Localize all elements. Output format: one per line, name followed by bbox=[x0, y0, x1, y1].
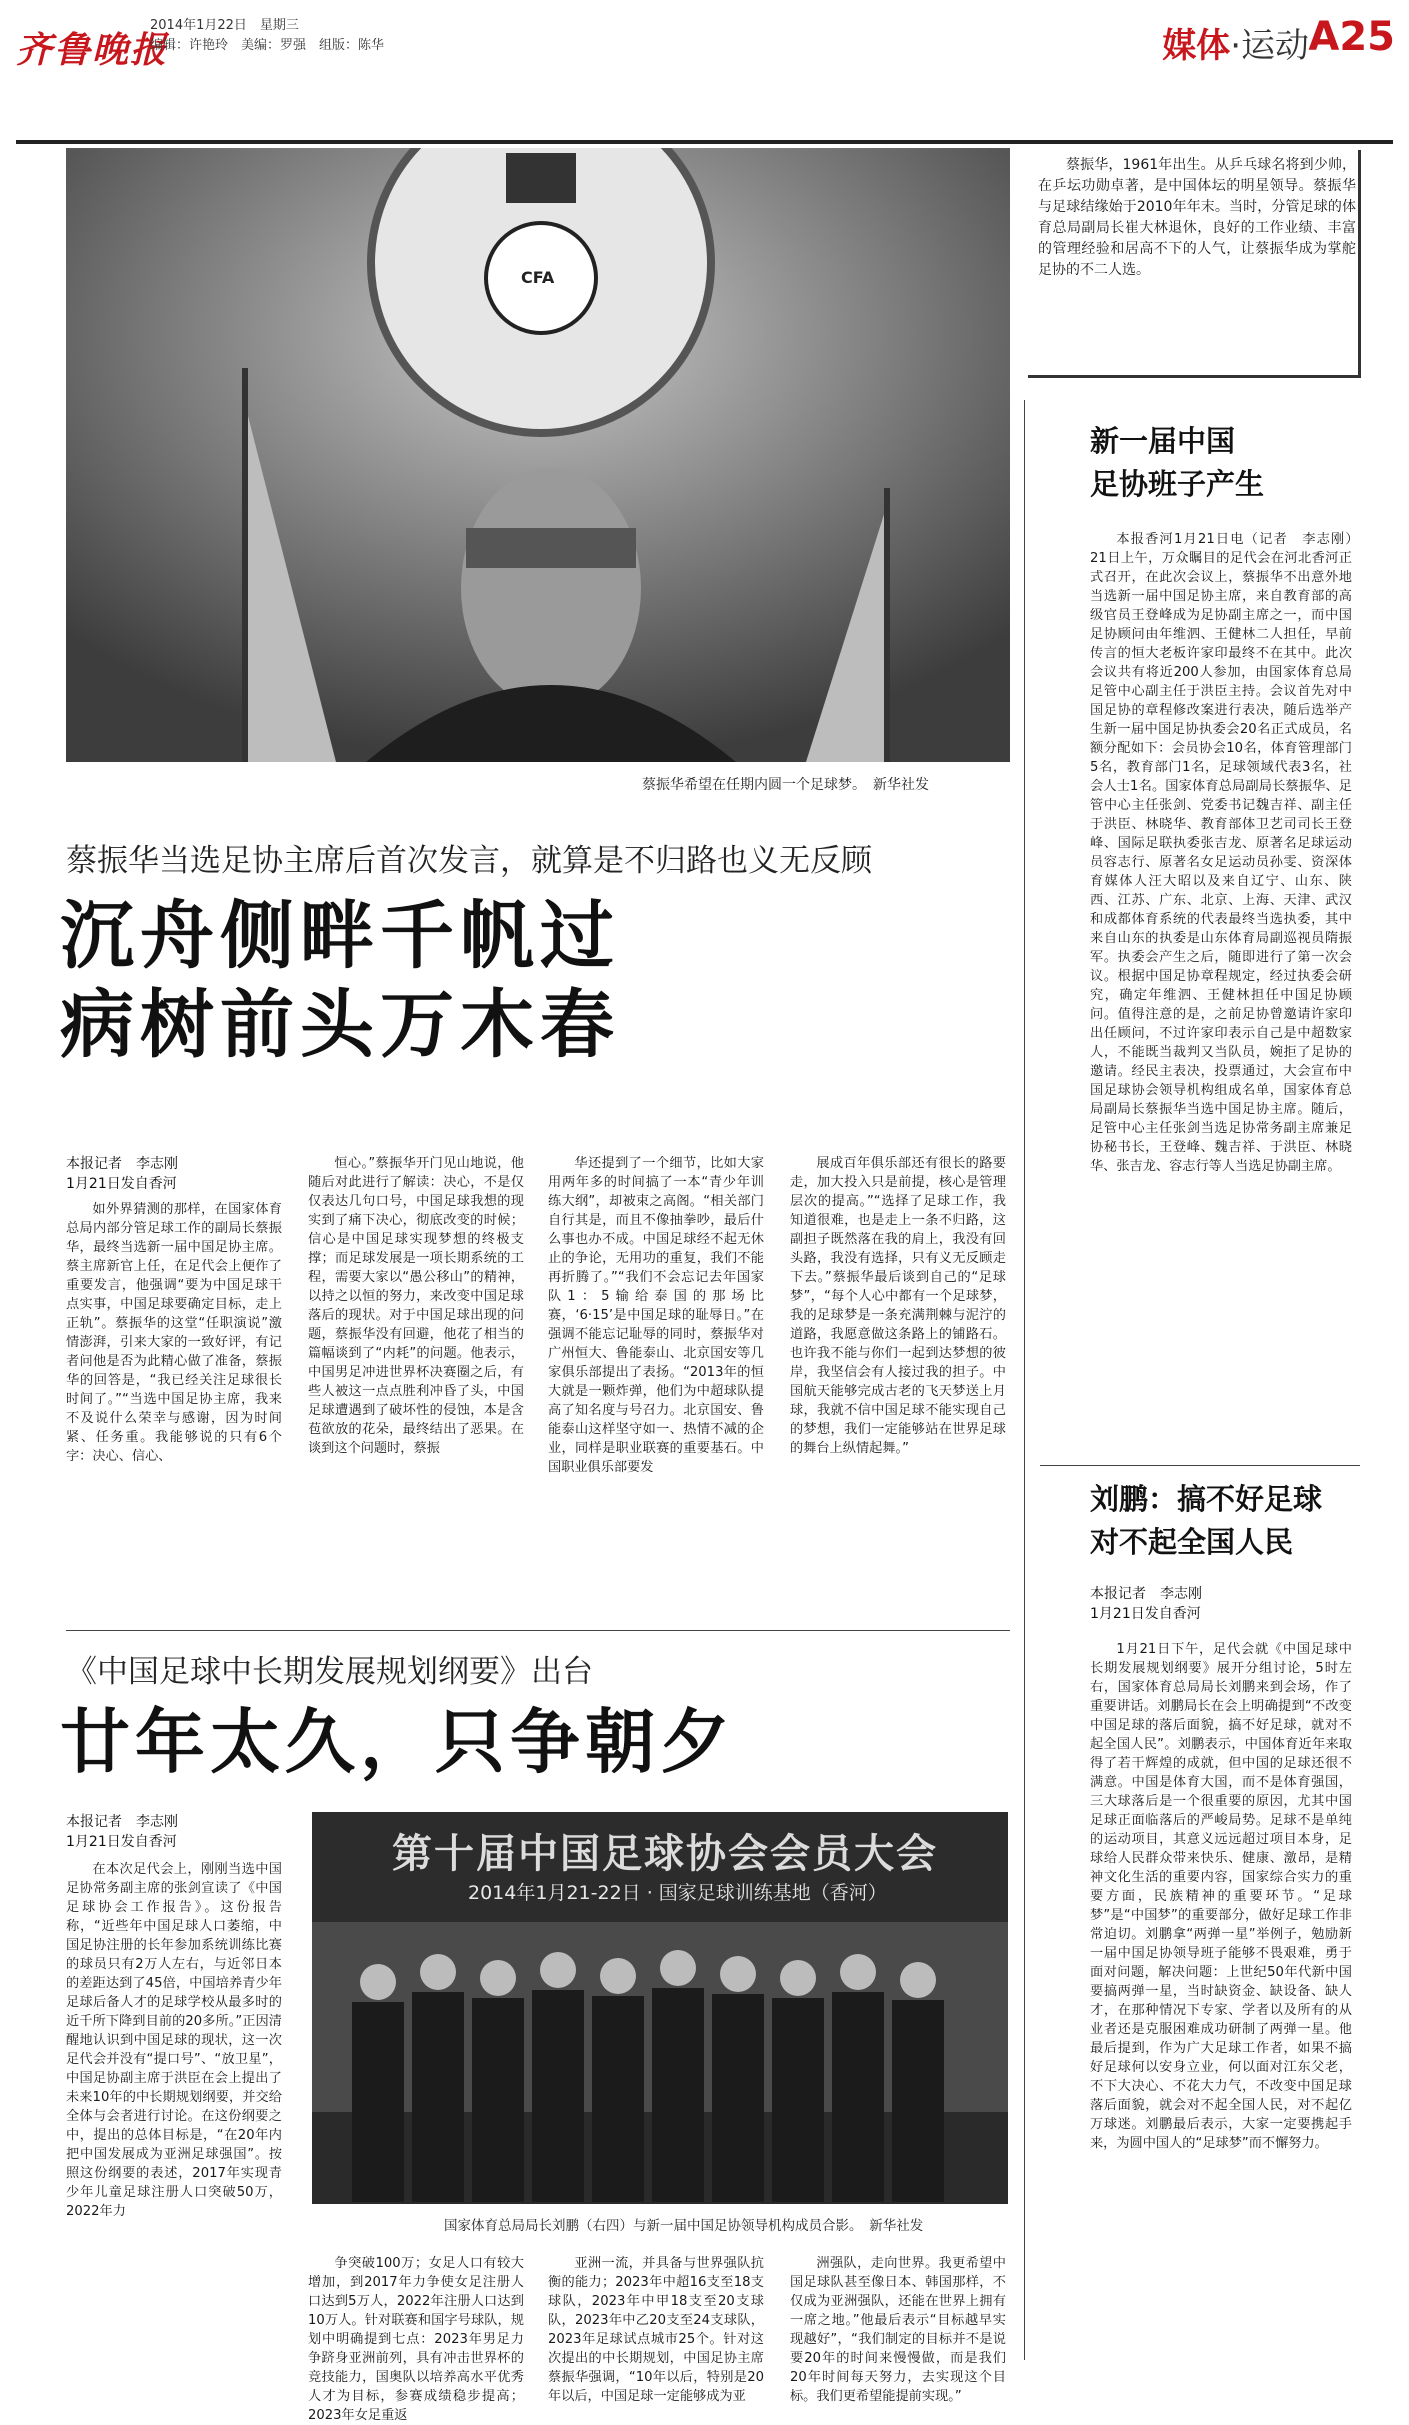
article1-col4-text: 展成百年俱乐部还有很长的路要走，加大投入只是前提，核心是管理层次的提高。”“选择了足球工作，我知道很难，也是走上一条不归路，这副担子既然落在我的肩上，我没有回头路，我没有选择，只有义无反顾走下去。”蔡振华最后谈到自己的“足球梦”，“每个人心中都有一个足球梦，我的足球梦是一条充满荆棘与泥泞的道路，我愿意做这条路上的铺路石。也许我不能与你们一起到达梦想的彼岸，我坚信会有人接过我的担子。中国航天能够完成古老的飞天梦送上月球，我就不信中国足球不能实现自己的梦想，我们一定能够站在世界足球的舞台上纵情起舞。” bbox=[790, 1156, 1006, 1456]
article1-byline bbox=[66, 1154, 178, 1194]
article2-title bbox=[1090, 420, 1264, 506]
cfa-emblem-label: CFA bbox=[521, 268, 555, 287]
sidebar-bio-box-edge bbox=[1028, 150, 1361, 378]
article2-body-text: 本报香河1月21日电（记者 李志刚） 21日上午，万众瞩目的足代会在河北香河正式召开，在此次会议上，蔡振华不出意外地当选新一届中国足协主席，来自教育部的高级官员王登峰成为足协副主席之一，而中国足协顾问由年维泗、王健林二人担任，早前传言的恒大老板许家印最终不在其中。此次会议共有将近200人参加，由国家体育总局足管中心副主任于洪臣主持。会议首先对中国足协的章程修改案进行表决，随后选举产生新一届中国足协执委会20名正式成员，名额分配如下：会员协会10名，体育管理部门5名，教育部门1名，足球领域代表3名，社会人士1名。国家体育总局副局长蔡振华、足管中心主任张剑、党委书记魏吉祥、副主任于洪臣、林晓华、教育部体卫艺司司长王登峰、国际足联执委张吉龙、原著名足球运动员容志行、原著名女足运动员孙雯、资深体育媒体人汪大昭以及来自辽宁、山东、陕西、江苏、广东、北京、上海、天津、武汉和成都体育系统的代表最终当选执委，其中来自山东的执委是山东体育局副巡视员隋振军。执委会产生之后，随即进行了第一次会议。根据中国足协章程规定，经过执委会研究，确定年维泗、王健林担任中国足协顾问。值得注意的是，之前足协曾邀请许家印出任顾问，不过许家印表示自己是中超数家人，不能既当裁判又当队员，婉拒了足协的邀请。经民主表决，投票通过，大会宣布中国足球协会领导机构组成名单，国家体育总局副局长蔡振华当选中国足协主席。随后，足管中心主任张剑当选足协常务副主席兼足协秘书长，王登峰、魏吉祥、于洪臣、林晓华、张吉龙、容志行等人当选足协副主席。 bbox=[1090, 532, 1366, 1174]
group-photo bbox=[312, 1812, 1008, 2204]
article1-col1-text: 如外界猜测的那样，在国家体育总局内部分管足球工作的副局长蔡振华，最终当选新一届中国足协主席。蔡主席新官上任，在足代会上便作了重要发言，他强调“要为中国足球干点实事，中国足球要确定目标，走上正轨”。蔡振华的这堂“任职演说”激情澎湃，引来大家的一致好评，有记者问他是否为此精心做了准备，蔡振华的回答是，“我已经关注足球很长时间了。”“当选中国足协主席，我来不及说什么荣幸与感谢，因为时间紧、任务重。我能够说的只有6个字：决心、信心、 bbox=[66, 1202, 282, 1464]
article1-col4 bbox=[790, 1154, 1006, 1458]
article4-col1 bbox=[66, 1860, 282, 2221]
article1-subtitle: 蔡振华当选足协主席后首次发言，就算是不归路也义无反顾 bbox=[66, 843, 872, 879]
top-photo bbox=[66, 148, 1010, 762]
top-photo-caption: 蔡振华希望在任期内圆一个足球梦。 新华社发 bbox=[642, 777, 929, 793]
article3-dateline: 1月21日发自香河 bbox=[1090, 1606, 1201, 1622]
article1-col3-text: 华还提到了一个细节，比如大家用两年多的时间搞了一本“青少年训练大纲”，却被束之高阁。“相关部门自行其是，而且不像抽拳吵，最后什么事也办不成。中国足球经不起无休止的争论，无用功的重复，我们不能再折腾了。”“我们不会忘记去年国家队1：5输给泰国的那场比赛，‘6·15’是中国足球的耻辱日。”在强调不能忘记耻辱的同时，蔡振华对广州恒大、鲁能泰山、北京国安等几家俱乐部提出了表扬。“2013年的恒大就是一颗炸弹，他们为中超球队提高了知名度与号召力。北京国安、鲁能泰山这样坚守如一、热情不减的企业，同样是职业联赛的重要基石。中国职业俱乐部要发 bbox=[548, 1156, 764, 1475]
section-label bbox=[1162, 18, 1309, 67]
article3-title-line2: 对不起全国人民 bbox=[1090, 1525, 1294, 1559]
group-photo-caption: 国家体育总局局长刘鹏（右四）与新一届中国足协领导机构成员合影。 新华社发 bbox=[444, 2218, 924, 2234]
article4-reporter: 本报记者 李志刚 bbox=[66, 1814, 178, 1830]
article3-title-line1: 刘鹏：搞不好足球 bbox=[1090, 1482, 1323, 1516]
page-number: A25 bbox=[1308, 14, 1395, 60]
article1-title-line1: 沉舟侧畔千帆过 bbox=[60, 893, 620, 979]
masthead-meta bbox=[150, 16, 384, 56]
group-photo-banner: 第十届中国足球协会会员大会 bbox=[392, 1831, 938, 1877]
article4-title: 廿年太久，只争朝夕 bbox=[60, 1701, 735, 1783]
article3-rule bbox=[1040, 1465, 1360, 1466]
section-sub: ·运动 bbox=[1230, 26, 1309, 66]
article4-col3 bbox=[548, 2254, 764, 2406]
date-line: 2014年1月22日 星期三 bbox=[150, 18, 299, 33]
article4-col4 bbox=[790, 2254, 1006, 2406]
article1-col1 bbox=[66, 1200, 282, 1466]
section-name: 媒体 bbox=[1162, 26, 1231, 66]
article3-body-text: 1月21日下午，足代会就《中国足球中长期发展规划纲要》展开分组讨论，5时左右，国家体育总局局长刘鹏来到会场，作了重要讲话。刘鹏局长在会上明确提到“不改变中国足球的落后面貌，搞不好足球，就对不起全国人民”。刘鹏表示，中国体育近年来取得了若干辉煌的成就，但中国的足球还很不满意。中国是体育大国，而不是体育强国，三大球落后是一个很重要的原因，尤其中国足球正面临落后的严峻局势。足球不是单纯的运动项目，其意义远远超过项目本身，足球给人民群众带来快乐、健康、激昂，是精神文化生活的重要内容，国家综合实力的重要方面，民族精神的重要环节。“足球梦”是“中国梦”的重要部分，做好足球工作非常迫切。刘鹏拿“两弹一星”举例子，勉励新一届中国足协领导班子能够不畏艰难，勇于面对问题，解决问题：上世纪50年代新中国要搞两弹一星，当时缺资金、缺设备、缺人才，在那种情况下专家、学者以及所有的从业者还是克服困难成功研制了两弹一星。他最后提到，作为广大足球工作者，如果不搞好足球何以安身立业，何以面对江东父老，不下大决心、不花大力气，不改变中国足球落后面貌，就会对不起全国人民，对不起亿万球迷。刘鹏最后表示，大家一定要携起手来，为圆中国人的“足球梦”而不懈努力。 bbox=[1090, 1642, 1352, 2151]
article3-title bbox=[1090, 1478, 1322, 1564]
article1-reporter: 本报记者 李志刚 bbox=[66, 1156, 178, 1172]
sidebar-bio-text: 蔡振华，1961年出生。从乒乓球名将到少帅，在乒坛功勋卓著，是中国体坛的明星领导。蔡振华与足球结缘始于2010年年末。当时，分管足球的体育总局副局长崔大林退休，良好的工作业绩、丰富的管理经验和居高不下的人气，让蔡振华成为掌舵足协的不二人选。 bbox=[1038, 157, 1356, 278]
article1-col2 bbox=[308, 1154, 524, 1458]
article4-col4-text: 洲强队，走向世界。我更希望中国足球队甚至像日本、韩国那样，不仅成为亚洲强队，还能在世界上拥有一席之地。”他最后表示“目标越早实现越好”，“我们制定的目标并不是说要20年的时间来慢慢做，而是我们20年时间每天努力，去实现这个目标。我们更希望能提前实现。” bbox=[790, 2256, 1006, 2404]
masthead-rule bbox=[16, 140, 1393, 144]
article3-body bbox=[1090, 1640, 1352, 2153]
article1-dateline: 1月21日发自香河 bbox=[66, 1176, 177, 1192]
staff-line: 编辑：许艳玲 美编：罗强 组版：陈华 bbox=[150, 38, 385, 53]
cai-zhenhua-photo bbox=[66, 148, 1010, 762]
article3-byline bbox=[1090, 1584, 1202, 1624]
article1-col2-text: 恒心。”蔡振华开门见山地说，他随后对此进行了解读：决心，不是仅仅表达几句口号，中国足球我想的现实到了痛下决心，彻底改变的时候；信心是中国足球实现梦想的终极支撑；而足球发展是一项长期系统的工程，需要大家以“愚公移山”的精神，以持之以恒的努力，来改变中国足球落后的现状。对于中国足球出现的问题，蔡振华没有回避，他花了相当的篇幅谈到了“内耗”的问题。他表示，中国男足冲进世界杯决赛圈之后，有些人被这一点点胜利冲昏了头，中国足球遭遇到了破坏性的侵蚀，本是含苞欲放的花朵，最终结出了恶果。在谈到这个问题时，蔡振 bbox=[308, 1156, 524, 1456]
newspaper-logo: 齐鲁晚报 bbox=[16, 29, 169, 71]
article3-reporter: 本报记者 李志刚 bbox=[1090, 1586, 1202, 1602]
article4-dateline: 1月21日发自香河 bbox=[66, 1834, 177, 1850]
article2-title-line2: 足协班子产生 bbox=[1090, 467, 1265, 501]
right-column-divider bbox=[1024, 400, 1025, 2360]
article4-col1-text: 在本次足代会上，刚刚当选中国足协常务副主席的张剑宣读了《中国足球协会工作报告》。这份报告称，“近些年中国足球人口萎缩，中国足协注册的长年参加系统训练比赛的球员只有2万人左右，与近邻日本的差距达到了45倍，中国培养青少年足球后备人才的足球学校从最多时的近千所下降到目前的20多所。”正因清醒地认识到中国足球的现状，这一次足代会并没有“提口号”、“放卫星”，中国足协副主席于洪臣在会上提出了未来10年的中长期规划纲要，并交给全体与会者进行讨论。在这份纲要之中，提出的总体目标是，“在20年内把中国发展成为亚洲足球强国”。按照这份纲要的表述，2017年实现青少年儿童足球注册人口突破50万，2022年力 bbox=[66, 1862, 282, 2219]
article4-col2-text: 争突破100万；女足人口有较大增加，到2017年力争使女足注册人口达到5万人，2022年注册人口达到10万人。针对联赛和国字号球队，规划中明确提到七点：2023年男足力争跻身亚洲前列，具有冲击世界杯的竞技能力，国奥队以培养高水平优秀人才为目标，参赛成绩稳步提高；2023年女足重返 bbox=[308, 2256, 524, 2423]
article1-col3 bbox=[548, 1154, 764, 1477]
article4-byline bbox=[66, 1812, 178, 1852]
article4-col3-text: 亚洲一流，并具备与世界强队抗衡的能力；2023年中超16支至18支球队，2023年中甲18支至20支球队，2023年中乙20支至24支球队，2023年足球试点城市25个。针对这次提出的中长期规划，中国足协主席蔡振华强调，“10年以后，特别是20年以后，中国足球一定能够成为亚 bbox=[548, 2256, 764, 2404]
article4-rule bbox=[66, 1630, 1010, 1631]
article4-subtitle: 《中国足球中长期发展规划纲要》出台 bbox=[66, 1654, 593, 1690]
article2-body bbox=[1090, 530, 1366, 1176]
group-photo-subbanner: 2014年1月21-22日 · 国家足球训练基地（香河） bbox=[468, 1882, 887, 1904]
article4-col2 bbox=[308, 2254, 524, 2425]
article1-title-line2: 病树前头万木春 bbox=[60, 982, 620, 1068]
article2-title-line1: 新一届中国 bbox=[1090, 424, 1236, 458]
